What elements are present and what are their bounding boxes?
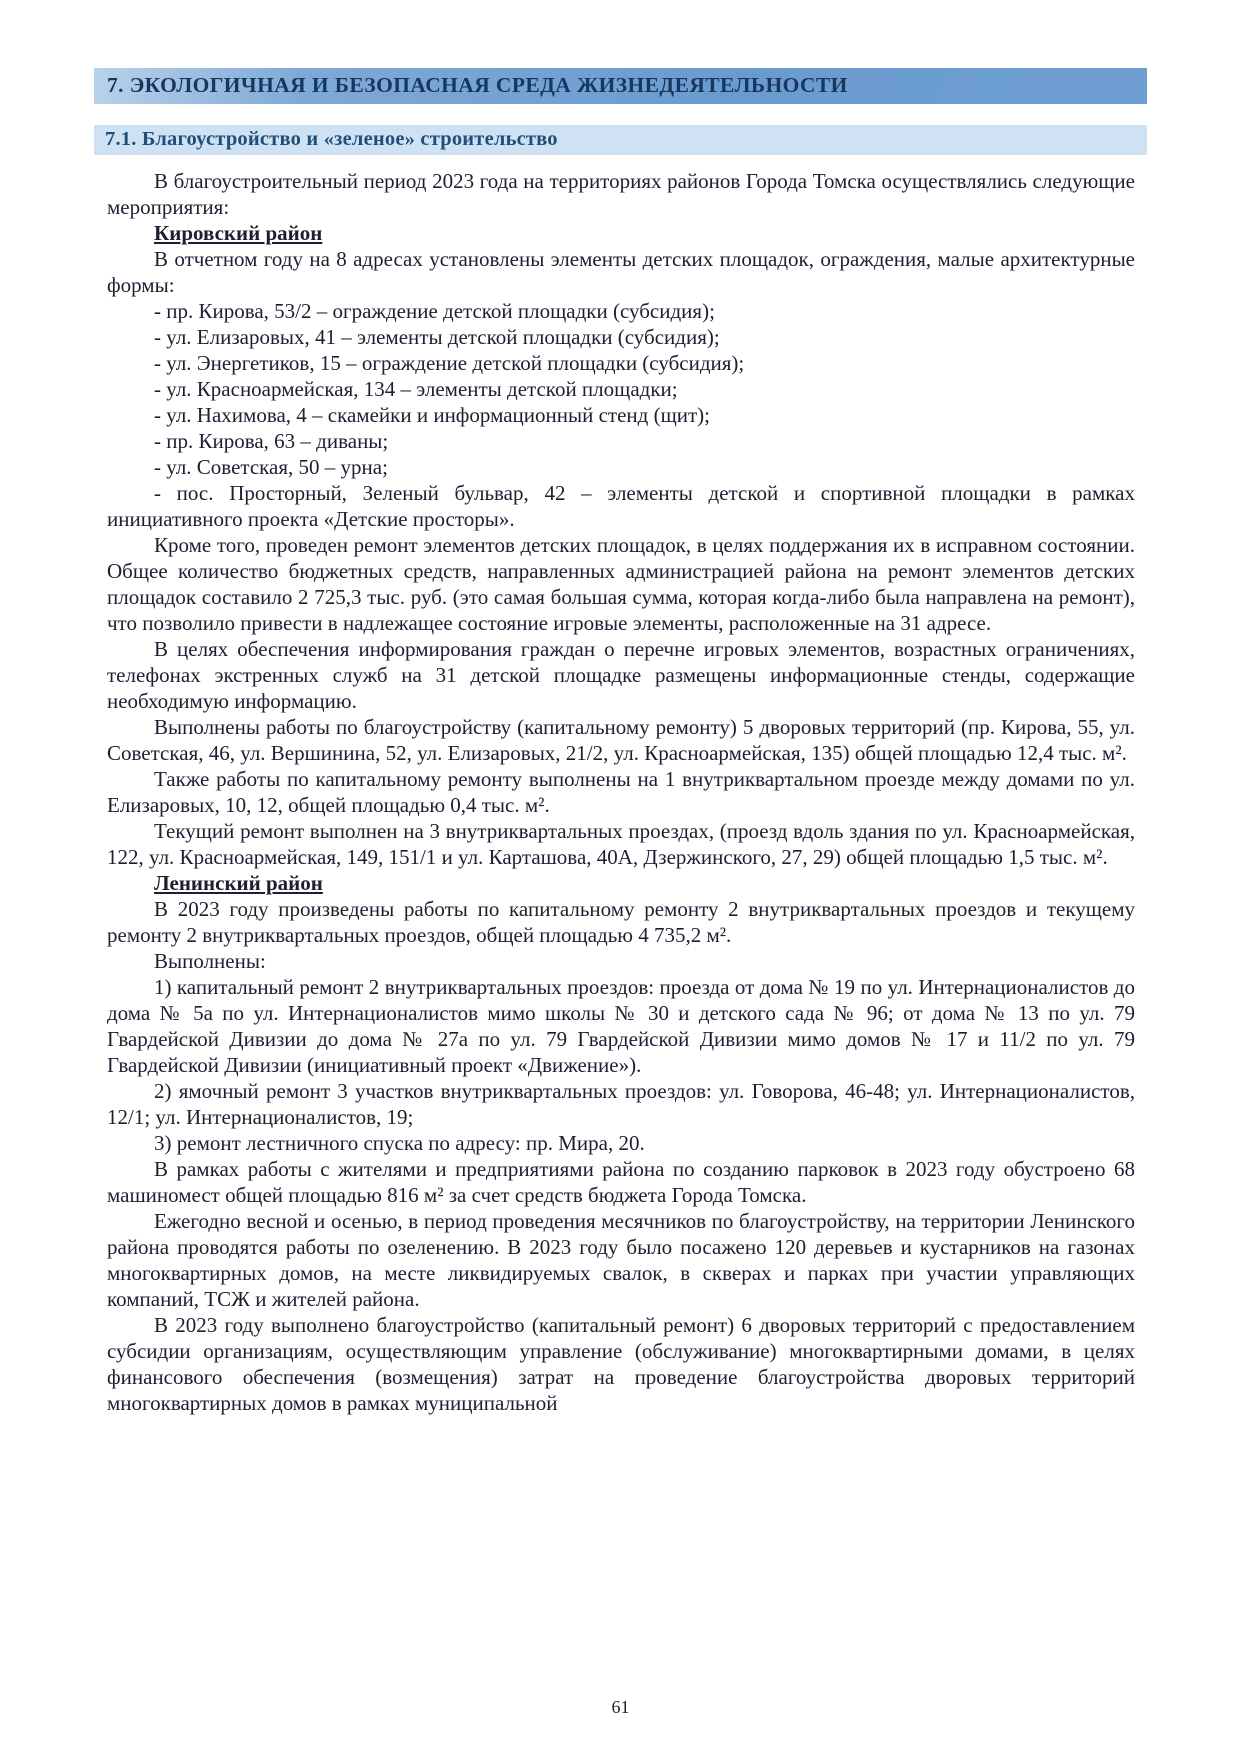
paragraph: В отчетном году на 8 адресах установлены элементы детских площадок, ограждения, малые архитектурные формы: — [107, 247, 1135, 297]
paragraph: Ежегодно весной и осенью, в период проведения месячников по благоустройству, на территории Ленинского района проводятся работы по озеленению. В 2023 году было посажено 120 деревьев и кустарников на газонах многоквартирных домов, на месте ликвидируемых свалок, в скверах и парках при участии управляющих компаний, ТСЖ и жителей района. — [107, 1209, 1135, 1311]
paragraph: - ул. Советская, 50 – урна; — [154, 455, 388, 479]
paragraph: Выполнены: — [154, 949, 266, 973]
section-header-banner — [94, 68, 1147, 104]
district-heading: Кировский район — [154, 221, 323, 245]
paragraph: 2) ямочный ремонт 3 участков внутриквартальных проездов: ул. Говорова, 46-48; ул. Интернационалистов, 12/1; ул. Интернационалистов, 19; — [107, 1079, 1135, 1129]
paragraph: - ул. Елизаровых, 41 – элементы детской площадки (субсидия); — [154, 325, 720, 349]
paragraph: В 2023 году выполнено благоустройство (капитальный ремонт) 6 дворовых территорий с предоставлением субсидии организациям, осуществляющим управление (обслуживание) многоквартирными домами, в целях финансового обеспечения (возмещения) затрат на проведение благоустройства дворовых территорий многоквартирных домов в рамках муниципальной — [107, 1313, 1135, 1415]
paragraph: - ул. Нахимова, 4 – скамейки и информационный стенд (щит); — [154, 403, 711, 427]
paragraph: Также работы по капитальному ремонту выполнены на 1 внутриквартальном проезде между домами по ул. Елизаровых, 10, 12, общей площадью 0,4 тыс. м². — [107, 767, 1135, 817]
paragraph: 1) капитальный ремонт 2 внутриквартальных проездов: проезда от дома № 19 по ул. Интернационалистов до дома № 5а по ул. Интернационалистов мимо школы № 30 и детского сада № 96; от дома № 13 по ул. 79 Гвардейской Дивизии до дома № 27а по ул. 79 Гвардейской Дивизии мимо домов № 17 и 11/2 по ул. 79 Гвардейской Дивизии (инициативный проект «Движение»). — [107, 975, 1135, 1077]
paragraph: - пос. Просторный, Зеленый бульвар, 42 – элементы детской и спортивной площадки в рамках инициативного проекта «Детские просторы». — [107, 481, 1135, 531]
section-title: 7. ЭКОЛОГИЧНАЯ И БЕЗОПАСНАЯ СРЕДА ЖИЗНЕДЕЯТЕЛЬНОСТИ — [107, 73, 848, 97]
paragraph: В благоустроительный период 2023 года на территориях районов Города Томска осуществлялись следующие мероприятия: — [107, 169, 1135, 219]
paragraph: - пр. Кирова, 63 – диваны; — [154, 429, 389, 453]
subsection-header-banner — [94, 125, 1147, 155]
paragraph: В целях обеспечения информирования граждан о перечне игровых элементов, возрастных ограничениях, телефонах экстренных служб на 31 детской площадке размещены информационные стенды, содержащие необходимую информацию. — [107, 637, 1135, 713]
paragraph: В 2023 году произведены работы по капитальному ремонту 2 внутриквартальных проездов и текущему ремонту 2 внутриквартальных проездов, общей площадью 4 735,2 м². — [107, 897, 1135, 947]
page-number: 61 — [611, 1697, 630, 1717]
paragraph: - пр. Кирова, 53/2 – ограждение детской площадки (субсидия); — [154, 299, 715, 323]
paragraph: Текущий ремонт выполнен на 3 внутриквартальных проездах, (проезд вдоль здания по ул. Красноармейская, 122, ул. Красноармейская, 149, 151/1 и ул. Карташова, 40А, Дзержинского, 27, 29) общей площадью 1,5 тыс. м². — [107, 819, 1135, 869]
paragraph: 3) ремонт лестничного спуска по адресу: пр. Мира, 20. — [154, 1131, 645, 1155]
subsection-title: 7.1. Благоустройство и «зеленое» строительство — [105, 128, 558, 150]
paragraph: - ул. Энергетиков, 15 – ограждение детской площадки (субсидия); — [154, 351, 745, 375]
paragraph: - ул. Красноармейская, 134 – элементы детской площадки; — [154, 377, 678, 401]
district-heading: Ленинский район — [154, 871, 323, 895]
paragraph: В рамках работы с жителями и предприятиями района по созданию парковок в 2023 году обустроено 68 машиномест общей площадью 816 м² за счет средств бюджета Города Томска. — [107, 1157, 1135, 1207]
paragraph: Кроме того, проведен ремонт элементов детских площадок, в целях поддержания их в исправном состоянии. Общее количество бюджетных средств, направленных администрацией района на ремонт элементов детских площадок составило 2 725,3 тыс. руб. (это самая большая сумма, которая когда-либо была направлена на ремонт), что позволило привести в надлежащее состояние игровые элементы, расположенные на 31 адресе. — [107, 533, 1135, 635]
document-body — [107, 168, 1135, 1416]
paragraph: Выполнены работы по благоустройству (капитальному ремонту) 5 дворовых территорий (пр. Кирова, 55, ул. Советская, 46, ул. Вершинина, 52, ул. Елизаровых, 21/2, ул. Красноармейская, 135) общей площадью 12,4 тыс. м². — [107, 715, 1135, 765]
